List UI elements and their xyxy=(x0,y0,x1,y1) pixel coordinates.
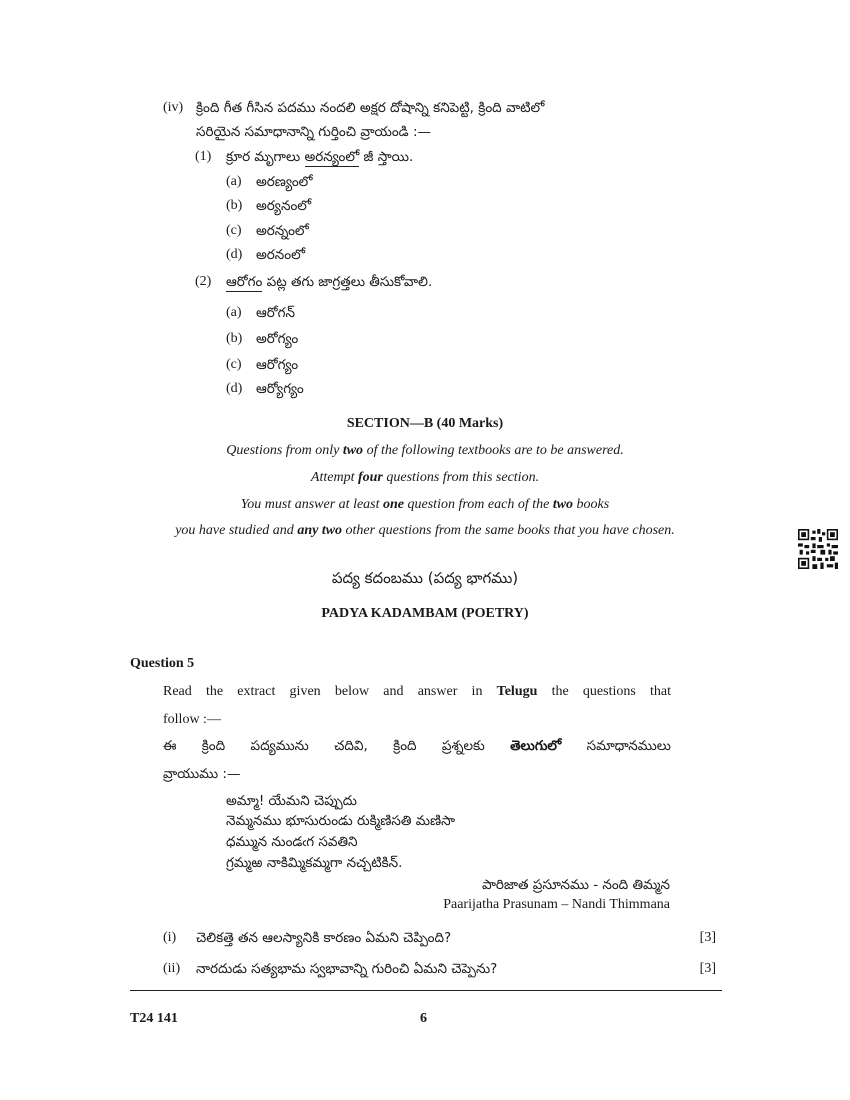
q4-sub2-option-d-label: (d) xyxy=(226,381,243,396)
poem-line-3: ధమ్మున నుండఁగ సవతిని xyxy=(226,834,358,850)
poem-line-1: అమ్మా! యేమని చెప్పుదు xyxy=(226,793,357,809)
qr-code-icon xyxy=(798,529,838,569)
q4-sub1-option-b-label: (b) xyxy=(226,198,243,213)
poetry-english-title: PADYA KADAMBAM (POETRY) xyxy=(321,606,529,621)
q4-sub2-option-a: ఆరోగన్ xyxy=(256,305,295,321)
q4-sub2-suffix: పట్ల తగు జాగ్రత్తలు తీసుకోవాలి. xyxy=(262,274,433,290)
section-b-line2 xyxy=(130,470,720,486)
q5-instruction-telugu-c: సమాధానములు xyxy=(561,738,671,754)
section-b-line1-a: Questions from only xyxy=(226,443,343,458)
q4-sub1-option-d: అరనంలో xyxy=(256,247,306,263)
poem-line-2: నెమ్మనము భూసురుండు రుక్మిణిసతి మణిసా xyxy=(226,813,456,829)
q5-instruction-english xyxy=(163,684,671,700)
q4-instruction-line1: క్రింది గీత గీసిన పదము నందలి అక్షర దోషాన్ని కనిపెట్టి, క్రింది వాటిలో xyxy=(196,100,545,116)
q5-instruction-b: Telugu xyxy=(496,684,538,699)
section-b-line1-c: of the following textbooks are to be answered. xyxy=(363,443,624,458)
q5-instruction-english-line2: follow :— xyxy=(163,712,221,727)
q4-sub2-option-b-label: (b) xyxy=(226,331,243,346)
q4-sub2-underlined-word: ఆరోగం xyxy=(226,274,263,290)
q4-sub1-option-c: అరన్నంలో xyxy=(256,223,309,239)
q5-instruction-c: the questions that xyxy=(537,684,671,699)
section-b-line2-a: Attempt xyxy=(310,470,358,485)
section-b-line4 xyxy=(130,523,720,539)
q4-sub2-sentence xyxy=(226,274,432,293)
q4-sub1-option-b: అర్యనంలో xyxy=(256,198,312,214)
section-b-line3-c: question from each of the xyxy=(404,497,553,512)
q5-question-1-marks: [3] xyxy=(699,930,716,945)
q5-question-1-text: చెలికత్తె తన ఆలస్యానికి కారణం ఏమని చెప్పింది? xyxy=(196,930,452,946)
q5-instruction-telugu-a: ఈ క్రింది పద్యమును చదివి, క్రింది ప్రశ్నలకు xyxy=(163,738,511,754)
section-b-line4-c: other questions from the same books that you have chosen. xyxy=(342,523,675,538)
section-b-line3-a: You must answer at least xyxy=(240,497,384,512)
q4-sub2-option-d: ఆర్యోగ్యం xyxy=(256,381,304,397)
q4-sub2-option-c-label: (c) xyxy=(226,357,242,372)
q4-sub2-option-a-label: (a) xyxy=(226,305,242,320)
q4-sub2-label: (2) xyxy=(195,274,212,289)
q4-label: (iv) xyxy=(163,100,184,115)
q4-sub1-underlined-word: అరన్యంలో xyxy=(304,149,360,165)
q4-sub1-label: (1) xyxy=(195,149,212,164)
q4-instruction-line2: సరియైన సమాధానాన్ని గుర్తించి వ్రాయండి :— xyxy=(196,124,432,140)
q5-instruction-telugu xyxy=(163,738,671,757)
section-b-line2-b: four xyxy=(357,470,383,485)
section-b-line4-a: you have studied and xyxy=(175,523,298,538)
section-b-line1-b: two xyxy=(342,443,364,458)
footer-page-number: 6 xyxy=(420,1011,427,1026)
q5-instruction-telugu-line2: వ్రాయుము :— xyxy=(163,766,241,782)
poetry-telugu-title: పద్య కదంబము (పద్య భాగము) xyxy=(331,569,519,587)
section-b-title: SECTION—B (40 Marks) xyxy=(346,416,504,431)
q4-sub2-option-b: అరోగ్యం xyxy=(256,331,299,347)
q4-sub1-option-c-label: (c) xyxy=(226,223,242,238)
q4-sub1-prefix: క్రూర మృగాలు xyxy=(226,149,305,165)
q5-instruction-a: Read the extract given below and answer in xyxy=(163,684,497,699)
q5-instruction-telugu-b: తెలుగులో xyxy=(510,738,562,754)
q4-sub2-option-c: ఆరోగ్యం xyxy=(256,357,299,373)
question-5-heading: Question 5 xyxy=(130,656,195,671)
section-b-line3-b: one xyxy=(383,497,405,512)
q4-sub1-option-a-label: (a) xyxy=(226,174,242,189)
poem-line-4: గ్రమ్మఱ నాకిమ్మికమ్మగా నచ్చటికిన్. xyxy=(226,855,403,871)
section-b-line3 xyxy=(130,497,720,513)
q5-question-2-marks: [3] xyxy=(699,961,716,976)
q4-sub1-option-d-label: (d) xyxy=(226,247,243,262)
q5-question-2-text: నారదుడు సత్యభామ స్వభావాన్ని గురించి ఏమని చెప్పెను? xyxy=(196,961,498,977)
section-b-line1 xyxy=(130,443,720,459)
section-b-line4-b: any two xyxy=(297,523,343,538)
footer-divider xyxy=(130,990,722,991)
q5-question-1-label: (i) xyxy=(163,930,177,945)
q4-sub1-suffix: జీ స్తాయి. xyxy=(359,149,414,165)
footer-paper-code: T24 141 xyxy=(130,1011,178,1026)
section-b-line2-c: questions from this section. xyxy=(382,470,540,485)
section-b-line3-e: books xyxy=(573,497,610,512)
poem-source-telugu: పారిజాత ప్రసూనము - నంది తిమ్మన xyxy=(481,877,670,893)
q5-question-2-label: (ii) xyxy=(163,961,181,976)
section-b-line3-d: two xyxy=(552,497,574,512)
poem-source-english: Paarijatha Prasunam – Nandi Thimmana xyxy=(443,897,670,912)
q4-sub1-sentence xyxy=(226,149,413,168)
q4-sub1-option-a: అరణ్యంలో xyxy=(256,174,313,190)
